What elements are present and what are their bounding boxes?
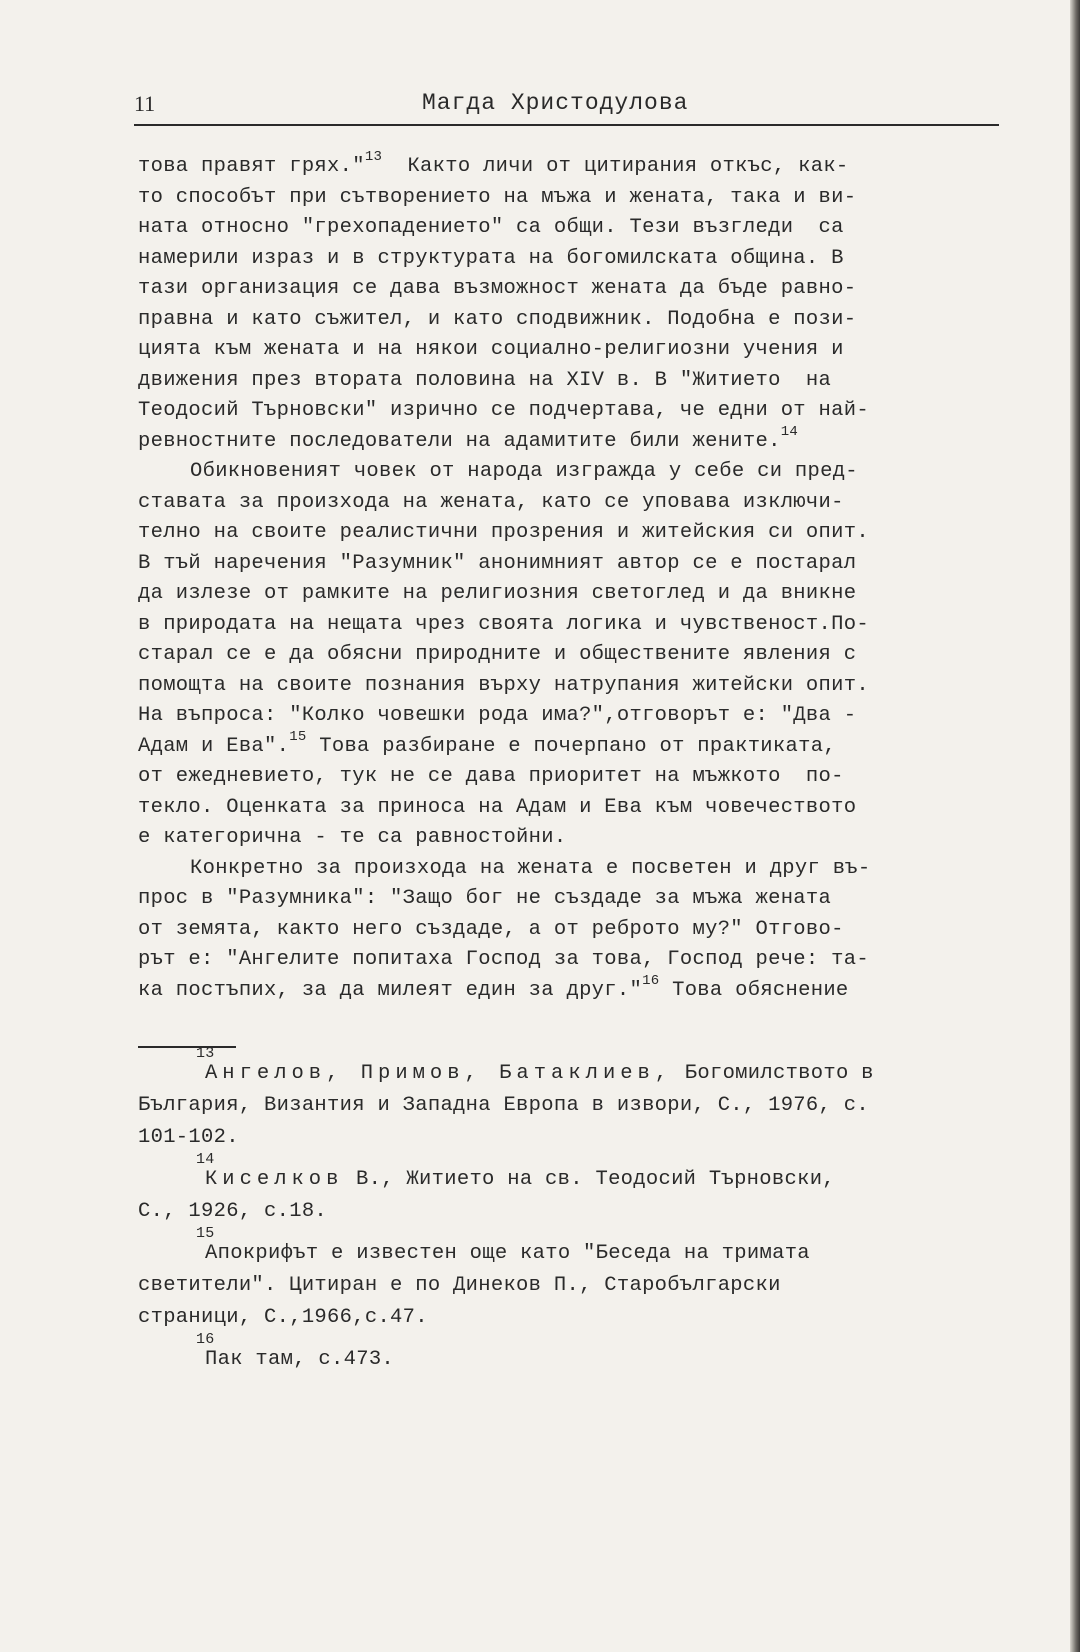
footnote-text: С., 1926, с.18. <box>138 1200 328 1223</box>
footnote-number: 15 <box>196 1225 215 1242</box>
footnote-line <box>138 1151 1000 1196</box>
line-text: от ежедневието, тук не се дава приоритет на мъжкото по- <box>138 765 844 788</box>
footnote-author: Ангелов, Примов, Батаклиев, <box>205 1062 673 1085</box>
text-line <box>138 610 1000 641</box>
footnote-13 <box>138 1045 1000 1154</box>
footnote-author: Киселков <box>205 1168 344 1191</box>
text-line <box>138 305 1000 336</box>
line-text-after: Това обяснение <box>659 978 849 1002</box>
text-line <box>138 183 1000 214</box>
line-text-after: Това разбиране е почерпано от практиката, <box>306 734 836 758</box>
footnote-ref: 16 <box>642 972 660 989</box>
footnote-line <box>138 1196 1000 1228</box>
text-line <box>138 854 1000 885</box>
text-line <box>138 671 1000 702</box>
footnote-text: Апокрифът е известен още като "Беседа на тримата <box>205 1242 810 1265</box>
line-text: На въпроса: "Колко човешки рода има?",отговорът е: "Два - <box>138 704 857 727</box>
footnote-text: Пак там, с.473. <box>205 1348 395 1371</box>
text-line <box>138 972 1000 1007</box>
text-line <box>138 149 1000 183</box>
footnote-ref: 15 <box>289 728 307 745</box>
line-text: телно на своите реалистични прозрения и житейския си опит. <box>138 521 869 544</box>
footnote-number: 16 <box>196 1331 215 1348</box>
text-line <box>138 549 1000 580</box>
line-text: ставата за произхода на жената, като се уповава изключи- <box>138 490 844 514</box>
text-line <box>138 213 1000 244</box>
line-text: това правят грях." <box>138 155 365 178</box>
footnote-14 <box>138 1151 1000 1228</box>
footnote-15 <box>138 1225 1000 1334</box>
text-line <box>138 274 1000 305</box>
text-line <box>138 823 1000 854</box>
footnote-text: 101-102. <box>138 1126 239 1149</box>
footnote-line <box>138 1225 1000 1270</box>
line-text: то способът при сътворението на мъжа и жената, така и ви- <box>138 185 857 209</box>
footnote-line <box>138 1045 1000 1090</box>
footnote-text: светители". Цитиран е по Динеков П., Старобългарски <box>138 1274 781 1297</box>
line-text: от земята, както него създаде, а от реброто му?" Отгово- <box>138 917 844 941</box>
text-line <box>138 640 1000 671</box>
line-text: цията към жената и на някои социално-религиозни учения и <box>138 338 844 361</box>
text-line <box>138 728 1000 763</box>
line-text: в природата на нещата чрез своята логика и чувственост.По- <box>138 612 869 636</box>
text-line <box>138 488 1000 519</box>
text-line <box>138 423 1000 458</box>
footnote-text: страници, С.,1966,с.47. <box>138 1306 428 1329</box>
text-line <box>138 335 1000 366</box>
footnote-16 <box>138 1331 1000 1376</box>
line-text: текло. Оценката за приноса на Адам и Ева към човечеството <box>138 795 857 819</box>
running-title: Магда Христодулова <box>422 90 689 116</box>
text-line <box>138 518 1000 549</box>
body-text <box>138 149 1000 1006</box>
line-text: тази организация се дава възможност жената да бъде равно- <box>138 277 857 300</box>
line-text: Конкретно за произхода на жената е посветен и друг въ- <box>190 856 871 880</box>
page-header <box>134 88 999 126</box>
line-text: ната относно "грехопадението" са общи. Тези възгледи са <box>138 216 844 239</box>
footnote-line <box>138 1270 1000 1302</box>
footnote-line <box>138 1090 1000 1122</box>
text-line <box>138 366 1000 397</box>
line-text: В тъй наречения "Разумник" анонимният автор се е постарал <box>138 551 857 575</box>
footnote-line <box>138 1122 1000 1154</box>
line-text: Адам и Ева". <box>138 734 290 758</box>
line-text-after: Както личи от цитирания откъс, как- <box>382 155 849 178</box>
footnote-line <box>138 1331 1000 1376</box>
text-line <box>138 945 1000 976</box>
line-text: намерили израз и в структурата на богомилската община. В <box>138 246 844 270</box>
line-text: ка постъпих, за да милеят един за друг." <box>138 978 643 1002</box>
line-text: рът е: "Ангелите попитаха Господ за това, Господ рече: та- <box>138 948 869 971</box>
footnote-number: 13 <box>196 1045 215 1062</box>
text-line <box>138 701 1000 732</box>
footnote-text: В., Житието на св. Теодосий Търновски, <box>343 1168 835 1191</box>
line-text: правна и като съжител, и като сподвижник. Подобна е пози- <box>138 307 857 331</box>
footnote-separator <box>138 1046 236 1048</box>
footnote-text: Богомилството в <box>672 1062 874 1085</box>
footnote-ref: 13 <box>364 149 383 166</box>
line-text: движения през втората половина на XIV в. В "Житието на <box>138 368 832 392</box>
footnote-number: 14 <box>196 1151 215 1168</box>
text-line <box>138 396 1000 427</box>
footnote-ref: 14 <box>780 423 799 440</box>
line-text: старал се е да обясни природните и обществените явления с <box>138 643 857 666</box>
footnote-line <box>138 1302 1000 1334</box>
line-text: ревностните последователи на адамитите били жените. <box>138 429 781 453</box>
text-line <box>138 457 1000 488</box>
text-line <box>138 915 1000 946</box>
footnote-text: България, Византия и Западна Европа в извори, С., 1976, с. <box>138 1094 869 1117</box>
line-text: Обикновеният човек от народа изгражда у себе си пред- <box>190 460 858 483</box>
page-number: 11 <box>134 91 156 116</box>
page-edge-shadow <box>1070 0 1080 1652</box>
line-text: да излезе от рамките на религиозния светоглед и да вникне <box>138 582 857 605</box>
footnotes <box>138 1045 1000 1386</box>
line-text: Теодосий Търновски" изрично се подчертава, че едни от най- <box>138 399 869 422</box>
text-line <box>138 884 1000 915</box>
line-text: прос в "Разумника": "Защо бог не създаде за мъжа жената <box>138 887 832 910</box>
text-line <box>138 762 1000 793</box>
line-text: помощта на своите познания върху натрупания житейски опит. <box>138 673 869 697</box>
line-text: е категорична - те са равностойни. <box>138 826 567 849</box>
text-line <box>138 793 1000 824</box>
text-line <box>138 244 1000 275</box>
text-line <box>138 579 1000 610</box>
